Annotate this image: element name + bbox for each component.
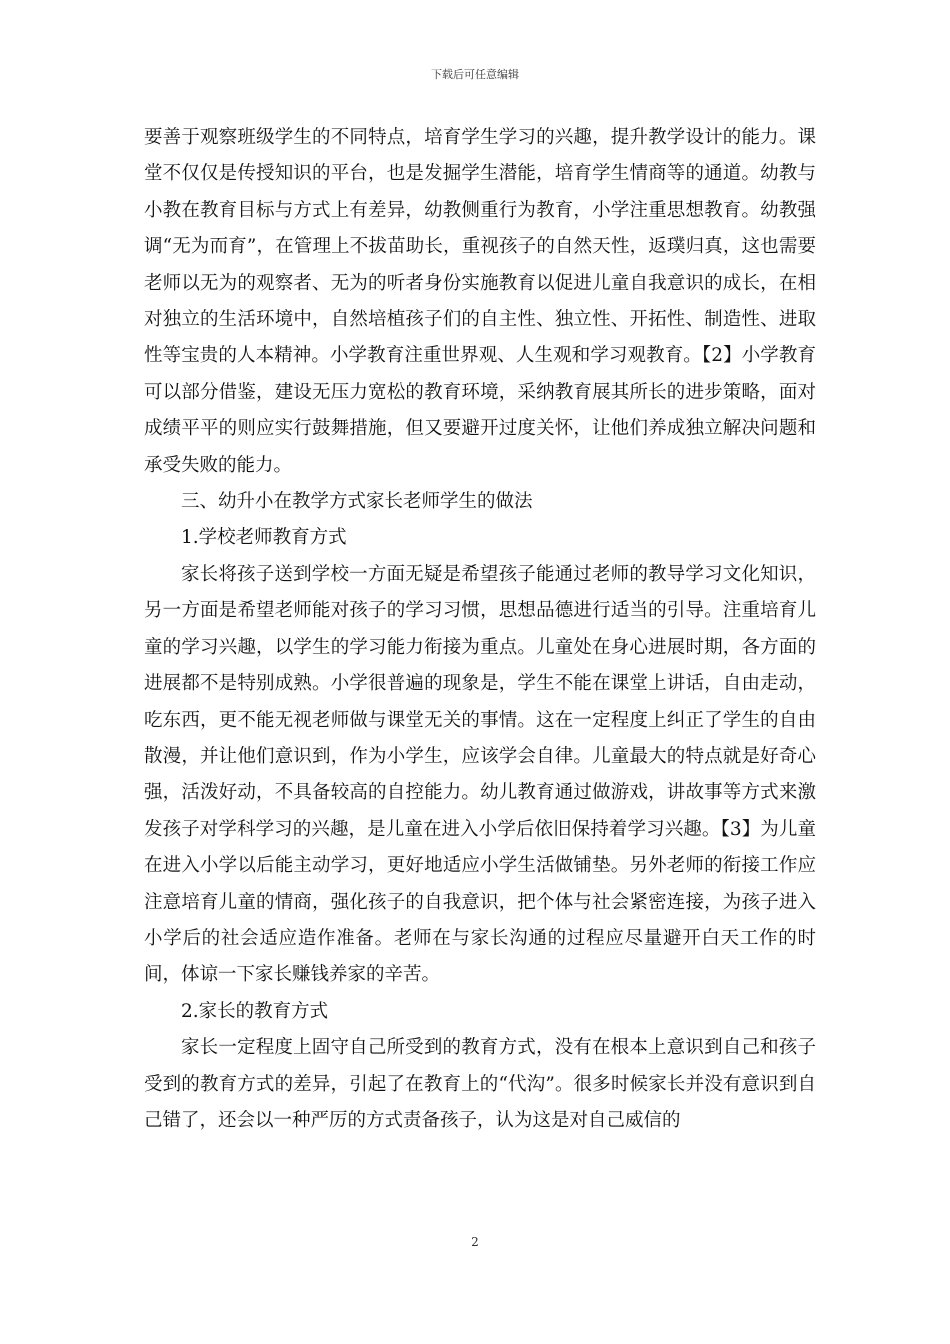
section-heading: 三、幼升小在教学方式家长老师学生的做法 bbox=[181, 491, 533, 513]
subsection-heading-2: 2.家长的教育方式 bbox=[181, 1000, 329, 1022]
body-text bbox=[144, 120, 816, 1139]
paragraph-parent-education: 家长一定程度上固守自己所受到的教育方式，没有在根本上意识到自己和孩子受到的教育方式的差异，引起了在教育上的“代沟”。很多时候家长并没有意识到自己错了，还会以一种严厉的方式责备孩子，认为这是对自己威信的 bbox=[144, 1037, 816, 1131]
paragraph-teacher-education: 家长将孩子送到学校一方面无疑是希望孩子能通过老师的教导学习文化知识，另一方面是希望老师能对孩子的学习习惯，思想品德进行适当的引导。注重培育儿童的学习兴趣，以学生的学习能力衔接为重点。儿童处在身心进展时期，各方面的进展都不是特别成熟。小学很普遍的现象是，学生不能在课堂上讲话，自由走动，吃东西，更不能无视老师做与课堂无关的事情。这在一定程度上纠正了学生的自由散漫，并让他们意识到，作为小学生，应该学会自律。儿童最大的特点就是好奇心强，活泼好动，不具备较高的自控能力。幼儿教育通过做游戏，讲故事等方式来激发孩子对学科学习的兴趣，是儿童在进入小学后依旧保持着学习兴趣。【3】为儿童在进入小学以后能主动学习，更好地适应小学生活做铺垫。另外老师的衔接工作应注意培育儿童的情商，强化孩子的自我意识，把个体与社会紧密连接，为孩子进入小学后的社会适应造作准备。老师在与家长沟通的过程应尽量避开白天工作的时间，体谅一下家长赚钱养家的辛苦。 bbox=[144, 563, 816, 986]
subsection-heading-1: 1.学校老师教育方式 bbox=[181, 527, 347, 549]
page-header: 下载后可任意编辑 bbox=[431, 68, 519, 81]
page-number: 2 bbox=[471, 1235, 479, 1249]
paragraph-continued: 要善于观察班级学生的不同特点，培育学生学习的兴趣，提升教学设计的能力。课堂不仅仅是传授知识的平台，也是发掘学生潜能，培育学生情商等的通道。幼教与小教在教育目标与方式上有差异，幼教侧重行为教育，小学注重思想教育。幼教强调“无为而育”，在管理上不拔苗助长，重视孩子的自然天性，返璞归真，这也需要老师以无为的观察者、无为的听者身份实施教育以促进儿童自我意识的成长，在相对独立的生活环境中，自然培植孩子们的自主性、独立性、开拓性、制造性、进取性等宝贵的人本精神。小学教育注重世界观、人生观和学习观教育。【2】小学教育可以部分借鉴，建设无压力宽松的教育环境，采纳教育展其所长的进步策略，面对成绩平平的则应实行鼓舞措施，但又要避开过度关怀，让他们养成独立解决问题和承受失败的能力。 bbox=[144, 127, 816, 476]
